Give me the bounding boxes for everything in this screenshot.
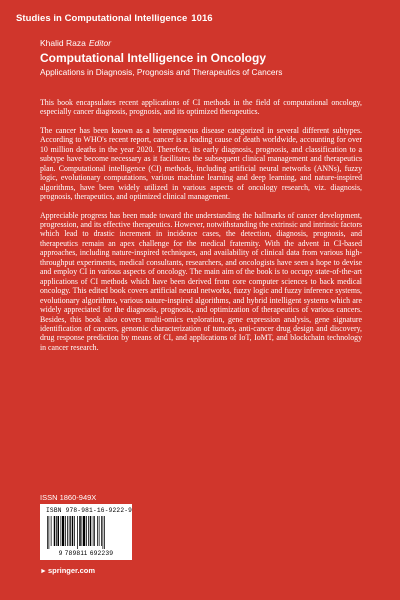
barcode-bar [70, 516, 71, 546]
barcode-bar [58, 516, 60, 546]
blurb-paragraph-1: This book encapsulates recent applications of CI methods in the field of computational oncology, especially cancer diagnosis, prognosis, and its optimized therapeutics. [40, 98, 362, 117]
blurb-paragraph-2: The cancer has been known as a heterogeneous disease categorized in several different subtypes. According to WHO's recent report, cancer is a leading cause of death worldwide, accounting for over 10 million deaths in the year 2020. Therefore, its early diagnosis, prognosis, and classification to a subtype have become necessary as it facilitates the subsequent clinical management and therapeutics plan. Computational intelligence (CI) methods, including artificial neural networks (ANNs), fuzzy logic, evolutionary computations, various machine learning and deep learning, and nature-inspired algorithms, have been widely utilized in various aspects of oncology research, viz. diagnosis, prognosis, therapeutics, and optimized clinical management. [40, 125, 362, 202]
issn-text: ISSN 1860-949X [40, 493, 97, 502]
barcode-bar [54, 516, 56, 546]
barcode-bar [72, 516, 74, 546]
isbn-barcode [40, 504, 132, 560]
barcode-bar [51, 516, 52, 546]
barcode-bar [74, 516, 75, 546]
barcode-bar [67, 516, 68, 546]
barcode-bar [49, 516, 50, 549]
barcode-bar [86, 516, 87, 546]
barcode-bar [90, 516, 92, 546]
barcode-bar [94, 516, 95, 546]
blurb-paragraph-3: Appreciable progress has been made toward the understanding the hallmarks of cancer development, progression, and its effective therapeutics. However, notwithstanding the extrinsic and intrinsic factors which lead to drastic increment in incidence cases, the detection, diagnosis, prognosis, and therapeutics remain an apex challenge for the medical fraternity. With the advent in CI-based approaches, including nature-inspired techniques, and availability of clinical data from various high-throughput experiments, medical consultants, researchers, and oncologists have seen a hope to devise and employ CI in various aspects of oncology. The main aim of the book is to occupy state-of-the-art applications of CI methods which have been derived from core computer sciences to back medical oncology. This edited book covers artificial neural networks, fuzzy logic and fuzzy inference systems, evolutionary algorithms, various nature-inspired algorithms, and hybrid intelligent systems which are widely appreciated for the diagnosis, prognosis, and optimization of therapeutics of various cancers. Besides, this book also covers multi-omics exploration, gene expression analysis, gene signature identification of cancers, genomic characterization of tumors, anti-cancer drug design and discovery, drug response prediction by means of CI, and applications of IoT, IoMT, and blockchain technology in cancer research. [40, 210, 362, 352]
barcode-bar [82, 516, 83, 546]
barcode-bar [88, 516, 89, 546]
website-text: springer.com [47, 566, 96, 575]
barcode-bar [103, 516, 104, 549]
editor-line [40, 38, 111, 48]
barcode-bar [97, 516, 98, 546]
barcode-bar [99, 516, 100, 546]
barcode-bar [61, 516, 62, 546]
barcode-bar [62, 516, 64, 546]
book-title: Computational Intelligence in Oncology [40, 51, 267, 65]
barcode-digits: 9 789811 692239 [58, 550, 114, 557]
series-line [16, 13, 213, 24]
barcode-bar [47, 516, 48, 549]
barcode-bar [56, 516, 57, 546]
barcode-bar [65, 516, 66, 546]
barcode-bar [79, 516, 81, 546]
barcode-bar [83, 516, 85, 546]
editor-role: Editor [88, 38, 112, 48]
book-subtitle: Applications in Diagnosis, Prognosis and Therapeutics of Cancers [40, 67, 283, 77]
isbn-label: ISBN 978-981-16-9222-9 [46, 507, 133, 514]
editor-name: Khalid Raza [40, 38, 86, 48]
barcode-bar [93, 516, 94, 546]
barcode-bars [46, 516, 126, 549]
barcode-bar [77, 516, 78, 549]
series-name: Studies in Computational Intelligence [16, 13, 188, 24]
series-number: 1016 [191, 13, 213, 24]
barcode-bar [69, 516, 70, 546]
back-cover-blurb [40, 98, 362, 361]
arrow-icon: ► [40, 568, 47, 575]
publisher-website [40, 566, 95, 575]
barcode-bar [104, 516, 105, 549]
barcode-bar [101, 516, 102, 546]
